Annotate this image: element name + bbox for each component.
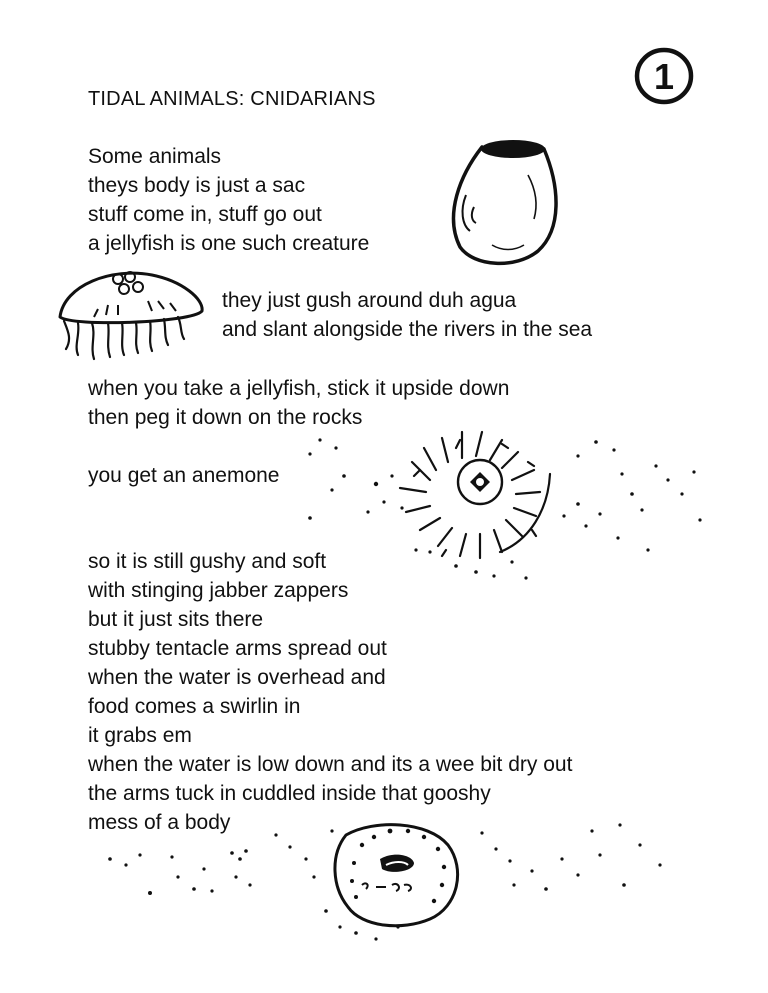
poem-line: when the water is low down and its a wee bit dry out: [88, 753, 573, 776]
poem-line: stuff come in, stuff go out: [88, 203, 322, 226]
jellyfish-illustration: [52, 265, 212, 365]
page-number-badge: [632, 44, 696, 108]
poem-line: a jellyfish is one such creature: [88, 232, 370, 255]
poem-line: it grabs em: [88, 724, 192, 747]
poem-line: with stinging jabber zappers: [88, 579, 349, 602]
page-title: TIDAL ANIMALS: CNIDARIANS: [88, 88, 376, 110]
poem-line: and slant alongside the rivers in the sea: [222, 318, 593, 341]
poem-line: when you take a jellyfish, stick it upside down: [88, 377, 510, 400]
sac-illustration: [440, 135, 570, 270]
poem-line: then peg it down on the rocks: [88, 406, 363, 429]
poem-line: you get an anemone: [88, 464, 280, 487]
page-number: 1: [653, 56, 675, 97]
poem-line: so it is still gushy and soft: [88, 550, 327, 573]
closed-anemone-illustration: [100, 815, 680, 945]
poem-line: when the water is overhead and: [88, 666, 386, 689]
open-anemone-illustration: [280, 410, 720, 590]
poem-line: they just gush around duh agua: [222, 289, 517, 312]
poem-line: the arms tuck in cuddled inside that gooshy: [88, 782, 491, 805]
poem-line: theys body is just a sac: [88, 174, 306, 197]
poem-line: stubby tentacle arms spread out: [88, 637, 387, 660]
poem-line: Some animals: [88, 145, 222, 168]
poem-line: but it just sits there: [88, 608, 264, 631]
poem-line: food comes a swirlin in: [88, 695, 301, 718]
poem-line: mess of a body: [88, 811, 231, 834]
